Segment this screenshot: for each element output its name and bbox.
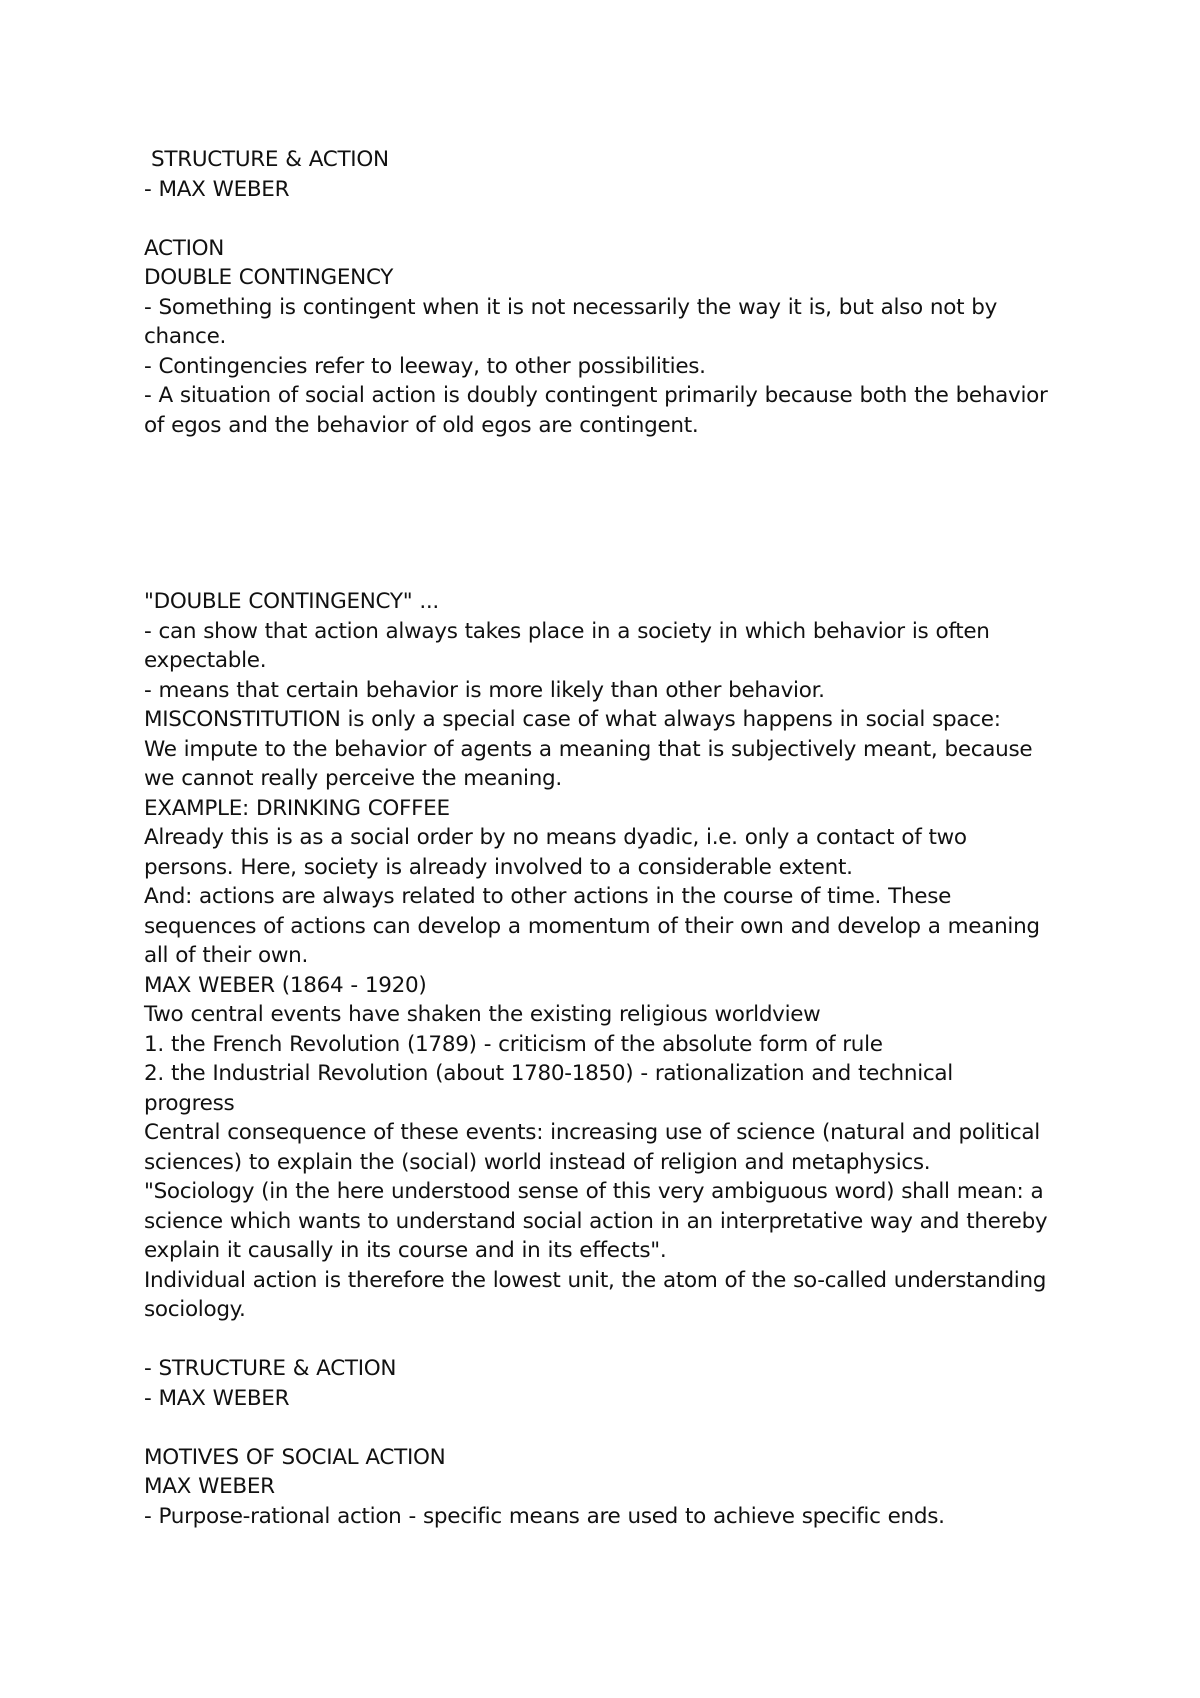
text-line: science which wants to understand social action in an interpretative way and thereby [144, 1208, 1048, 1234]
text-line: ACTION [144, 235, 225, 261]
text-line: Two central events have shaken the existing religious worldview [144, 1002, 821, 1027]
text-line: 1. the French Revolution (1789) - criticism of the absolute form of rule [144, 1031, 883, 1057]
text-line: And: actions are always related to other actions in the course of time. These [144, 884, 952, 909]
text-line: MISCONSTITUTION is only a special case of what always happens in social space: [144, 707, 1001, 732]
text-line: - Contingencies refer to leeway, to other possibilities. [144, 353, 706, 379]
text-line: Central consequence of these events: increasing use of science (natural and political [144, 1120, 1040, 1145]
text-line: sequences of actions can develop a momentum of their own and develop a meaning [144, 913, 1040, 939]
text-line: - MAX WEBER [144, 176, 290, 202]
blank-line [144, 1325, 1084, 1355]
text-line: DOUBLE CONTINGENCY [144, 265, 394, 290]
text-line: "Sociology (in the here understood sense of this very ambiguous word) shall mean: a [144, 1179, 1044, 1204]
text-line: all of their own. [144, 943, 309, 968]
text-line: expectable. [144, 648, 267, 673]
text-line: Already this is as a social order by no means dyadic, i.e. only a contact of two [144, 825, 967, 850]
text-line: progress [144, 1090, 235, 1116]
blank-line [144, 204, 1084, 234]
text-line: - means that certain behavior is more likely than other behavior. [144, 677, 825, 703]
text-line: MOTIVES OF SOCIAL ACTION [144, 1444, 446, 1470]
text-line: MAX WEBER (1864 - 1920) [144, 972, 427, 998]
text-line: MAX WEBER [144, 1474, 275, 1499]
text-line: sociology. [144, 1297, 246, 1322]
text-line: "DOUBLE CONTINGENCY" ... [144, 589, 439, 614]
text-line: explain it causally in its course and in its effects". [144, 1238, 667, 1263]
text-line: 2. the Industrial Revolution (about 1780-1850) - rationalization and technical [144, 1061, 953, 1086]
text-line: STRUCTURE & ACTION [144, 147, 389, 172]
text-line: - STRUCTURE & ACTION [144, 1356, 397, 1381]
text-line: - can show that action always takes place in a society in which behavior is often [144, 618, 990, 644]
text-line: - A situation of social action is doubly contingent primarily because both the behavior [144, 383, 1048, 408]
text-line: EXAMPLE: DRINKING COFFEE [144, 795, 450, 821]
text-line: chance. [144, 324, 227, 349]
text-block-main [144, 587, 1084, 1531]
text-line: - Purpose-rational action - specific means are used to achieve specific ends. [144, 1503, 945, 1529]
blank-line [144, 1413, 1084, 1443]
text-line: of egos and the behavior of old egos are contingent. [144, 412, 699, 438]
text-line: We impute to the behavior of agents a meaning that is subjectively meant, because [144, 736, 1033, 762]
text-line: we cannot really perceive the meaning. [144, 766, 562, 791]
text-line: sciences) to explain the (social) world instead of religion and metaphysics. [144, 1149, 931, 1175]
text-block-intro [144, 145, 1084, 440]
text-line: - Something is contingent when it is not necessarily the way it is, but also not by [144, 294, 998, 320]
text-line: persons. Here, society is already involved to a considerable extent. [144, 854, 853, 880]
text-line: Individual action is therefore the lowest unit, the atom of the so-called understanding [144, 1267, 1047, 1293]
text-line: - MAX WEBER [144, 1385, 290, 1411]
